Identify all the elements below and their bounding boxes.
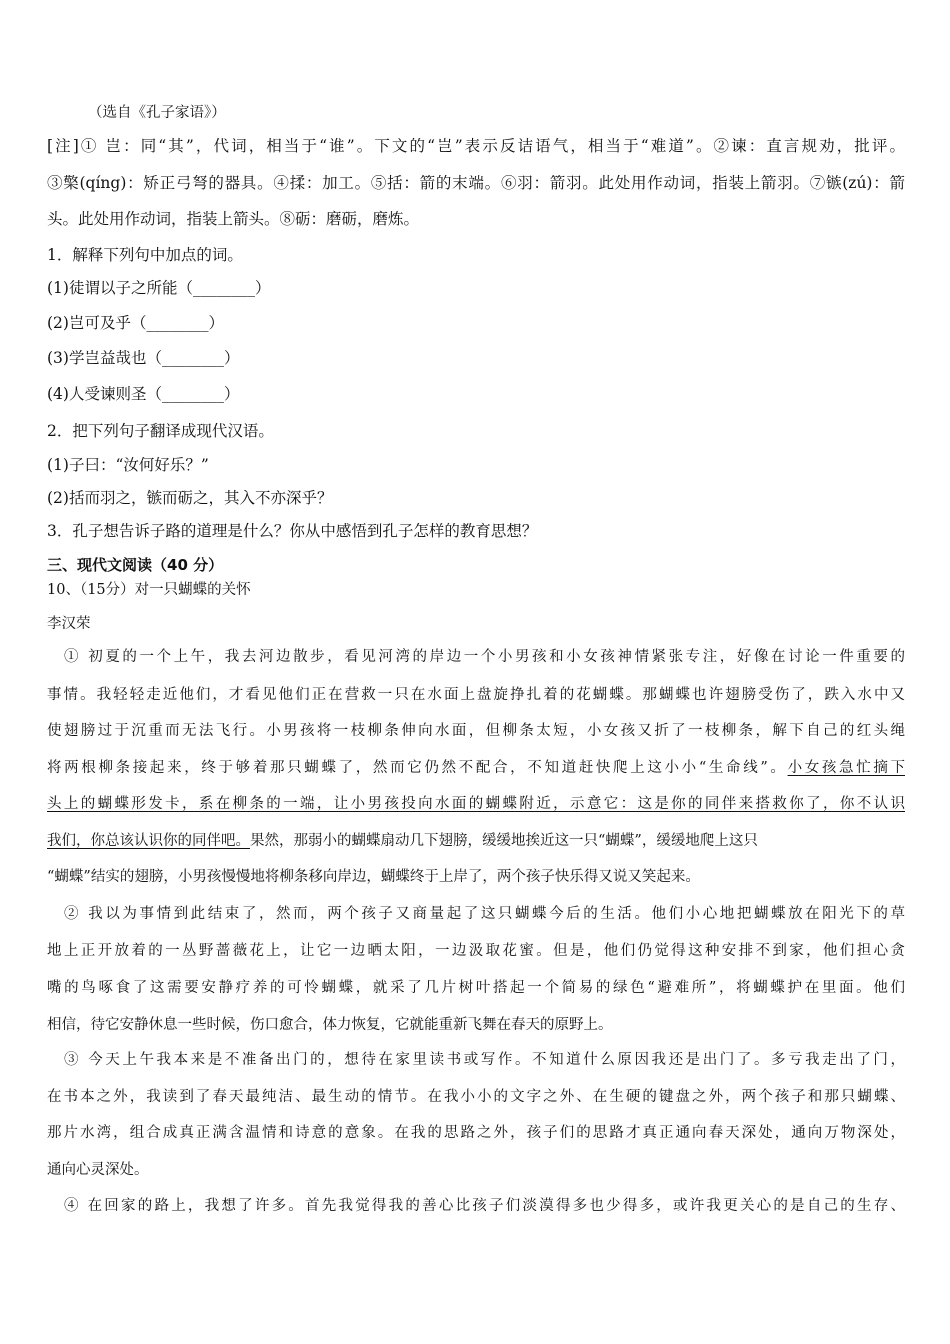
paragraph-1-line-4-text: 将两根柳条接起来，终于够着那只蝴蝶了，然而它仍然不配合，不知道赶快爬上这小小“生命线”。 [47, 760, 788, 776]
paragraph-1-line-7: “蝴蝶”结实的翅膀，小男孩慢慢地将柳条移向岸边，蝴蝶终于上岸了，两个孩子快乐得又说又笑起来。 [47, 869, 700, 885]
underlined-sentence-part-2: 头上的蝴蝶形发卡，系在柳条的一端，让小男孩投向水面的蝴蝶附近，示意它：这是你的同伴来搭救你了，你不认识 [47, 796, 905, 812]
question-1-item-1: (1)徒谓以子之所能（________） [47, 279, 271, 297]
paragraph-1-line-4 [47, 758, 905, 778]
paragraph-1-line-1: ① 初夏的一个上午，我去河边散步，看见河湾的岸边一个小男孩和小女孩神情紧张专注，好像在讨论一件重要的 [64, 649, 905, 665]
paragraph-2-line-3: 嘴的鸟啄食了这需要安静疗养的可怜蝴蝶，就采了几片树叶搭起一个简易的绿色“避难所”，将蝴蝶护在里面。他们 [47, 980, 905, 996]
paragraph-3-line-2: 在书本之外，我读到了春天最纯洁、最生动的情节。在我小小的文字之外、在生硬的键盘之外，两个孩子和那只蝴蝶、 [47, 1089, 905, 1105]
paragraph-1-line-6 [47, 831, 758, 851]
question-2-item-2: (2)括而羽之，镞而砺之，其入不亦深乎？ [47, 489, 333, 507]
paragraph-1-line-6-text: 果然，那弱小的蝴蝶扇动几下翅膀，缓缓地挨近这一只“蝴蝶”，缓缓地爬上这只 [250, 833, 758, 849]
notes-line-2: ③檠(qíng)：矫正弓弩的器具。④揉：加工。⑤括：箭的末端。⑥羽：箭羽。此处用作动词，指装上箭羽。⑦镞(zú)：箭 [47, 174, 905, 192]
question-2-item-1: (1)子曰：“汝何好乐？” [47, 456, 209, 474]
paragraph-1-line-3: 使翅膀过于沉重而无法飞行。小男孩将一枝柳条伸向水面，但柳条太短，小女孩又折了一枝柳条，解下自己的红头绳 [47, 723, 905, 739]
paragraph-3-line-1: ③ 今天上午我本来是不准备出门的，想待在家里读书或写作。不知道什么原因我还是出门了。多亏我走出了门， [64, 1052, 905, 1068]
section-heading: 三、现代文阅读（40 分） [47, 556, 224, 574]
paragraph-2-line-1: ② 我以为事情到此结束了，然而，两个孩子又商量起了这只蝴蝶今后的生活。他们小心地把蝴蝶放在阳光下的草 [64, 906, 905, 922]
question-1-item-3: (3)学岂益哉也（________） [47, 349, 240, 367]
underlined-sentence-part-3: 我们，你总该认识你的同伴吧。 [47, 833, 250, 849]
source-line: （选自《孔子家语》） [88, 105, 226, 121]
paragraph-3-line-4: 通向心灵深处。 [47, 1162, 149, 1178]
article-title: 10、（15分）对一只蝴蝶的关怀 [47, 582, 251, 598]
paragraph-3-line-3: 那片水湾，组合成真正满含温情和诗意的意象。在我的思路之外，孩子们的思路才真正通向春天深处，通向万物深处， [47, 1125, 905, 1141]
notes-line-3: 头。此处用作动词，指装上箭头。⑧砺：磨砺，磨炼。 [47, 210, 420, 228]
paragraph-2-line-2: 地上正开放着的一丛野蔷薇花上，让它一边晒太阳，一边汲取花蜜。但是，他们仍觉得这种安排不到家，他们担心贪 [47, 943, 905, 959]
question-2-title: 2．把下列句子翻译成现代汉语。 [47, 422, 274, 440]
notes-line-1: [注]① 岂：同“其”，代词，相当于“谁”。下文的“岂”表示反诘语气，相当于“难道”。②谏：直言规劝，批评。 [47, 137, 905, 155]
question-1-title: 1．解释下列句中加点的词。 [47, 246, 243, 264]
question-3: 3．孔子想告诉子路的道理是什么？你从中感悟到孔子怎样的教育思想？ [47, 522, 538, 540]
question-1-item-4: (4)人受谏则圣（________） [47, 385, 240, 403]
question-1-item-2: (2)岂可及乎（________） [47, 314, 224, 332]
article-author: 李汉荣 [47, 616, 91, 632]
paragraph-1-line-2: 事情。我轻轻走近他们，才看见他们正在营救一只在水面上盘旋挣扎着的花蝴蝶。那蝴蝶也许翅膀受伤了，跌入水中又 [47, 687, 905, 703]
paragraph-4-line-1: ④ 在回家的路上，我想了许多。首先我觉得我的善心比孩子们淡漠得多也少得多，或许我更关心的是自己的生存、 [64, 1198, 905, 1214]
paragraph-2-line-4: 相信，待它安静休息一些时候，伤口愈合，体力恢复，它就能重新飞舞在春天的原野上。 [47, 1017, 613, 1033]
underlined-sentence-part-1: 小女孩急忙摘下 [787, 760, 905, 776]
